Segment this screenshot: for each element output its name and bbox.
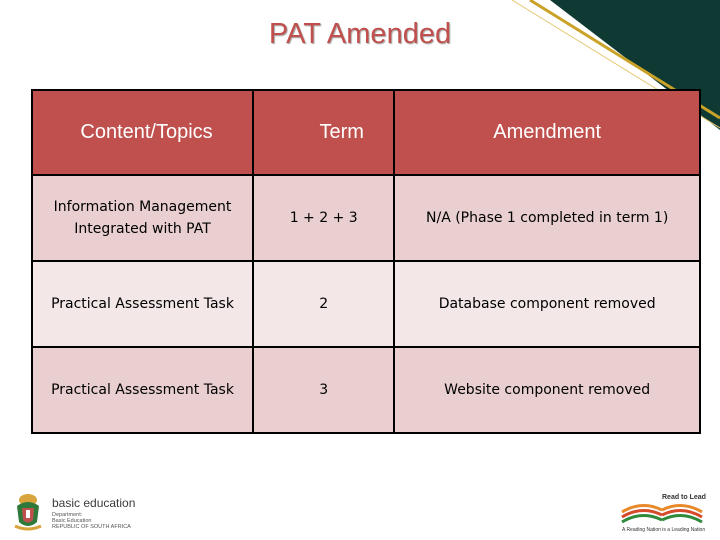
topic-line: Integrated with PAT bbox=[74, 221, 211, 237]
header-content-topics bbox=[32, 90, 253, 175]
coat-of-arms-icon bbox=[10, 492, 46, 532]
topic-line: Practical Assessment Task bbox=[51, 296, 234, 312]
logo-tagline: A Reading Nation is a Leading Nation bbox=[622, 527, 706, 533]
cell-amendment: Website component removed bbox=[394, 347, 700, 433]
logo-name: Read to Lead bbox=[662, 494, 706, 501]
topic-line: Practical Assessment Task bbox=[51, 382, 234, 398]
topic-line: Information Management bbox=[53, 199, 232, 215]
cell-topic bbox=[32, 175, 253, 261]
logo-sub-line: REPUBLIC OF SOUTH AFRICA bbox=[52, 524, 131, 530]
cell-topic bbox=[32, 261, 253, 347]
logo-sub-line: Department: bbox=[52, 512, 83, 518]
cell-term: 1 + 2 + 3 bbox=[253, 175, 394, 261]
open-book-icon bbox=[618, 498, 708, 526]
table-header-row bbox=[32, 90, 700, 175]
logo-name: basic education bbox=[52, 496, 136, 510]
table-row bbox=[32, 347, 700, 433]
read-to-lead-logo bbox=[612, 492, 716, 538]
cell-amendment: N/A (Phase 1 completed in term 1) bbox=[394, 175, 700, 261]
table-row bbox=[32, 175, 700, 261]
table-row bbox=[32, 261, 700, 347]
cell-topic bbox=[32, 347, 253, 433]
header-term bbox=[253, 90, 394, 175]
header-label: Term bbox=[319, 121, 364, 143]
header-label: Amendment bbox=[493, 121, 602, 143]
cell-term: 3 bbox=[253, 347, 394, 433]
cell-amendment: Database component removed bbox=[394, 261, 700, 347]
page-title: PAT Amended bbox=[268, 18, 452, 50]
header-amendment bbox=[394, 90, 700, 175]
basic-education-logo bbox=[10, 488, 160, 534]
pat-table bbox=[31, 89, 701, 434]
header-label: Content/Topics bbox=[80, 121, 213, 143]
cell-term: 2 bbox=[253, 261, 394, 347]
logo-sub-line: Basic Education bbox=[52, 518, 92, 524]
